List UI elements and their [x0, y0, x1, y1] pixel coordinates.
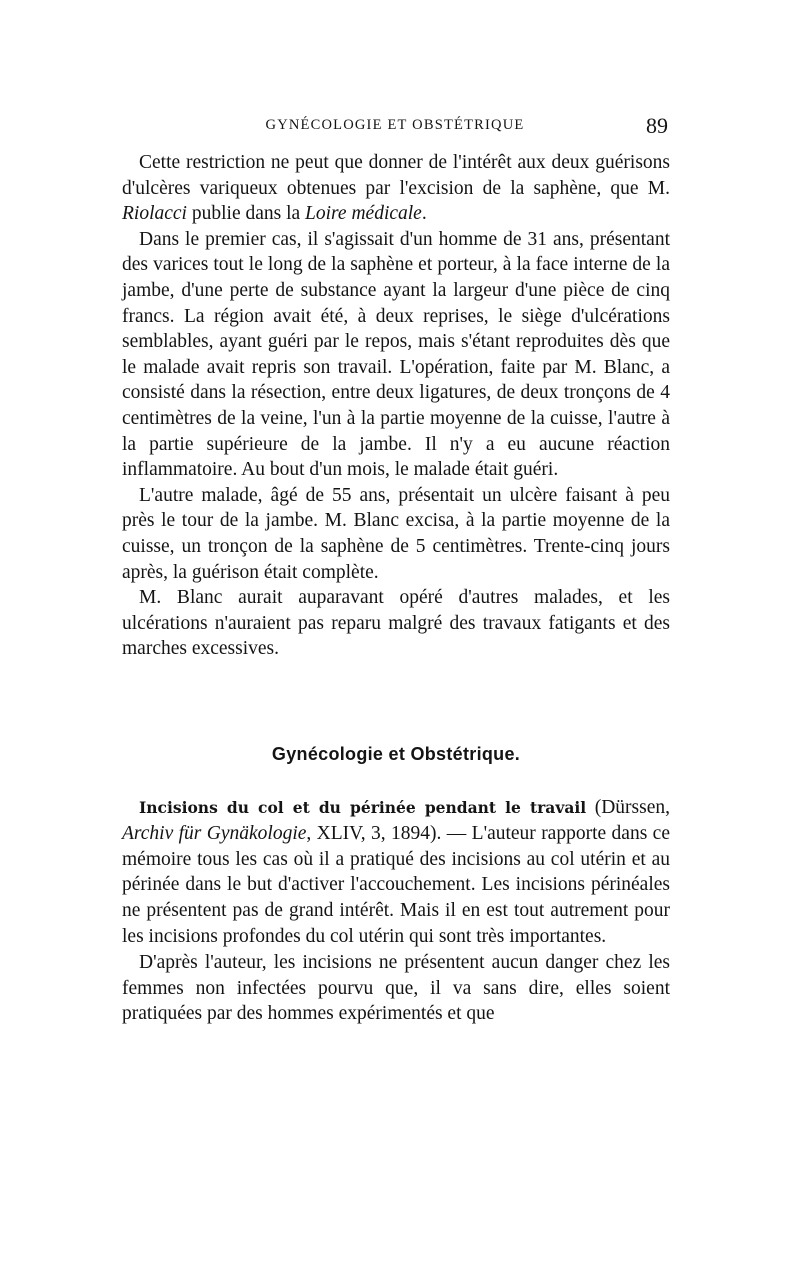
paragraph-4: M. Blanc aurait auparavant opéré d'autres malades, et les ulcérations n'auraient pas reparu malgré des travaux fatigants et des marches excessives. [122, 587, 670, 660]
p1-text-middle: publie dans la [186, 203, 306, 225]
running-title: GYNÉCOLOGIE ET OBSTÉTRIQUE [265, 117, 525, 133]
article-paragraph-2: D'après l'auteur, les incisions ne présentent aucun danger chez les femmes non infectées pourvu que, il va sans dire, elles soient pratiquées par des hommes expérimentés et que [122, 951, 670, 1025]
article-citation-rest: , XLIV, 3, 1894). — L'auteur rapporte dans ce mémoire tous les cas où il a pratiqué des incisions au col utérin et au périnée dans le but d'activer l'accouchement. Les incisions périnéales ne présentent pas de grand intérêt. Mais il en est tout autrement pour les incisions profondes du col utérin qui sont très importantes. [122, 822, 670, 947]
p1-text-start: Cette restriction ne peut que donner de l'intérêt aux deux guérisons d'ulcères variqueux obtenues par l'excision de la saphène, que M. [122, 152, 670, 199]
running-head [122, 113, 668, 143]
page-number: 89 [646, 113, 668, 138]
body-text [122, 150, 670, 662]
journal-loire-medicale: Loire médicale [305, 203, 422, 225]
article-citation-open: (Dürssen, [586, 797, 670, 818]
paragraph-2: Dans le premier cas, il s'agissait d'un homme de 31 ans, présentant des varices tout le long de la saphène et porteur, à la face interne de la jambe, d'une perte de substance ayant la largeur d'une pièce de cinq francs. La région avait été, à deux reprises, le siège d'ulcérations semblables, ayant guéri par le repos, mais s'étant reproduites dès que le malade avait repris son travail. L'opération, faite par M. Blanc, a consisté dans la résection, entre deux ligatures, de deux tronçons de 4 centimètres de la veine, l'un à la partie moyenne de la cuisse, l'autre à la partie supérieure de la jambe. Il n'y a eu aucune réaction inflammatoire. Au bout d'un mois, le malade était guéri. [122, 228, 670, 481]
p1-text-end: . [421, 203, 427, 225]
article [122, 795, 670, 1027]
article-paragraph-1 [122, 795, 670, 950]
article-journal: Archiv für Gynäkologie [122, 822, 307, 844]
article-title: Incisions du col et du périnée pendant le travail [139, 798, 587, 817]
paragraph-1 [122, 150, 670, 227]
paragraph-3: L'autre malade, âgé de 55 ans, présentait un ulcère faisant à peu près le tour de la jambe. M. Blanc excisa, à la partie moyenne de la cuisse, un tronçon de la saphène de 5 centimètres. Trente-cinq jours après, la guérison était complète. [122, 484, 670, 583]
section-heading: Gynécologie et Obstétrique. [271, 744, 521, 764]
author-name-riolacci: Riolacci [122, 203, 187, 225]
